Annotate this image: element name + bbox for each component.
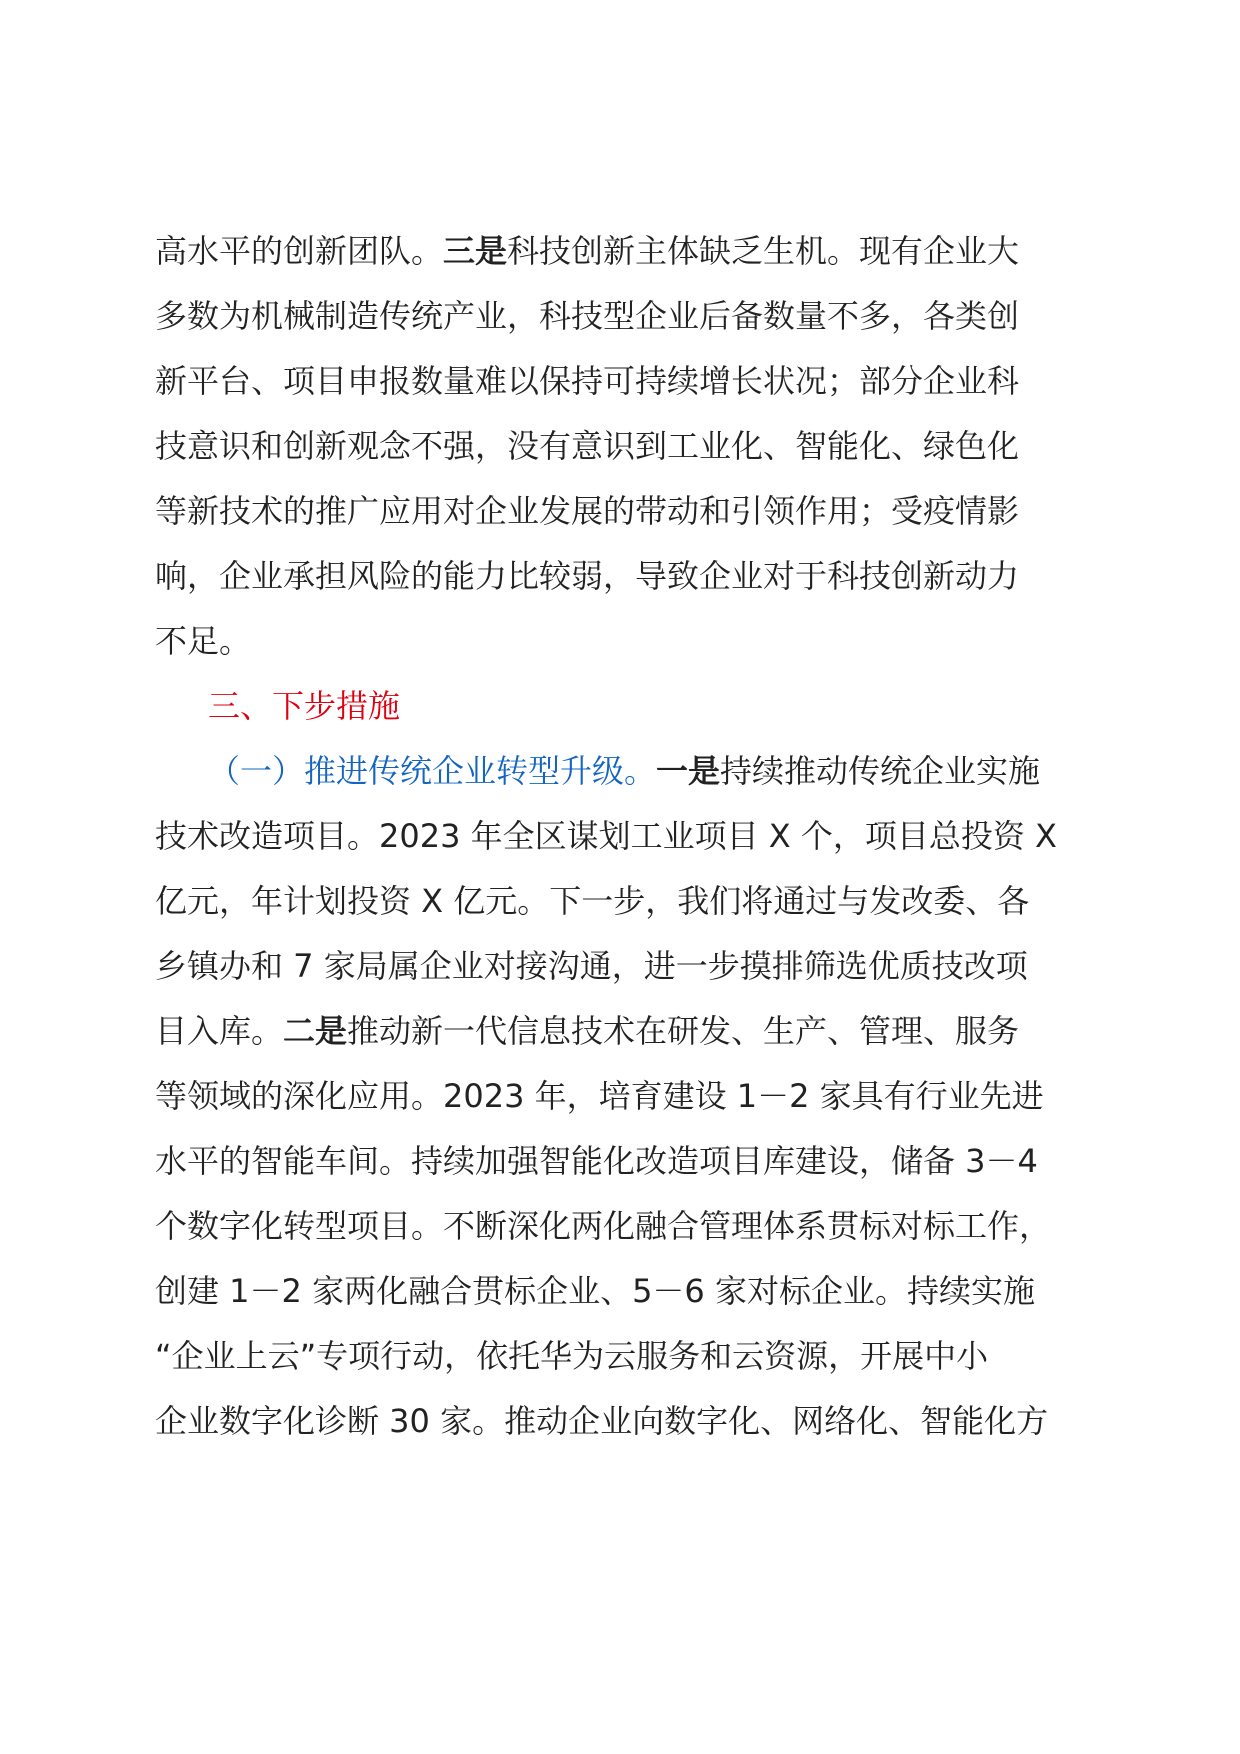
text-span: 新平台、项目申报数量难以保持可持续增长状况；部分企业科: [155, 362, 1020, 400]
text-span: 个数字化转型项目。不断深化两化融合管理体系贯标对标工作，: [155, 1207, 1052, 1245]
section-heading-text: 三、下步措施: [208, 687, 401, 725]
bold-keyword: 一是: [656, 752, 721, 790]
text-line: [155, 349, 1090, 414]
document-body: [155, 219, 1090, 1454]
text-line: [155, 544, 1090, 609]
text-span: 技术改造项目。2023 年全区谋划工业项目 X 个，项目总投资 X: [155, 817, 1057, 855]
section-heading: [155, 674, 1090, 739]
text-span: 科技创新主体缺乏生机。现有企业大: [507, 232, 1020, 270]
text-span: 持续推动传统企业实施: [720, 752, 1041, 790]
text-span: 响，企业承担风险的能力比较弱，导致企业对于科技创新动力: [155, 557, 1020, 595]
text-span: 技意识和创新观念不强，没有意识到工业化、智能化、绿色化: [155, 427, 1020, 465]
text-span: 不足。: [155, 622, 252, 660]
text-line: [155, 1194, 1090, 1259]
text-span: 推动新一代信息技术在研发、生产、管理、服务: [347, 1012, 1020, 1050]
text-line: [155, 934, 1090, 999]
text-line: [155, 1064, 1090, 1129]
text-span: 企业数字化诊断 30 家。推动企业向数字化、网络化、智能化方: [155, 1402, 1049, 1440]
text-line: [155, 284, 1090, 349]
text-line: [155, 609, 1090, 674]
text-span: 多数为机械制造传统产业，科技型企业后备数量不多，各类创: [155, 297, 1020, 335]
text-line: [155, 1324, 1090, 1389]
subsection-heading: （一）推进传统企业转型升级。: [208, 752, 657, 790]
text-span: 等新技术的推广应用对企业发展的带动和引领作用；受疫情影: [155, 492, 1020, 530]
text-span: 高水平的创新团队。: [155, 232, 444, 270]
text-line: [155, 739, 1090, 804]
text-span: 等领域的深化应用。2023 年，培育建设 1－2 家具有行业先进: [155, 1077, 1044, 1115]
text-line: [155, 414, 1090, 479]
text-line: [155, 1259, 1090, 1324]
text-span: 水平的智能车间。持续加强智能化改造项目库建设，储备 3－4: [155, 1142, 1038, 1180]
text-span: “企业上云”专项行动，依托华为云服务和云资源，开展中小: [155, 1337, 989, 1375]
bold-keyword: 二是: [283, 1012, 348, 1050]
text-line: [155, 804, 1090, 869]
text-line: [155, 999, 1090, 1064]
text-span: 乡镇办和 7 家局属企业对接沟通，进一步摸排筛选优质技改项: [155, 947, 1028, 985]
text-span: 目入库。: [155, 1012, 284, 1050]
text-line: [155, 479, 1090, 544]
text-line: [155, 219, 1090, 284]
text-span: 创建 1－2 家两化融合贯标企业、5－6 家对标企业。持续实施: [155, 1272, 1035, 1310]
bold-keyword: 三是: [443, 232, 508, 270]
text-line: [155, 1389, 1090, 1454]
text-line: [155, 869, 1090, 934]
text-line: [155, 1129, 1090, 1194]
text-span: 亿元，年计划投资 X 亿元。下一步，我们将通过与发改委、各: [155, 882, 1030, 920]
